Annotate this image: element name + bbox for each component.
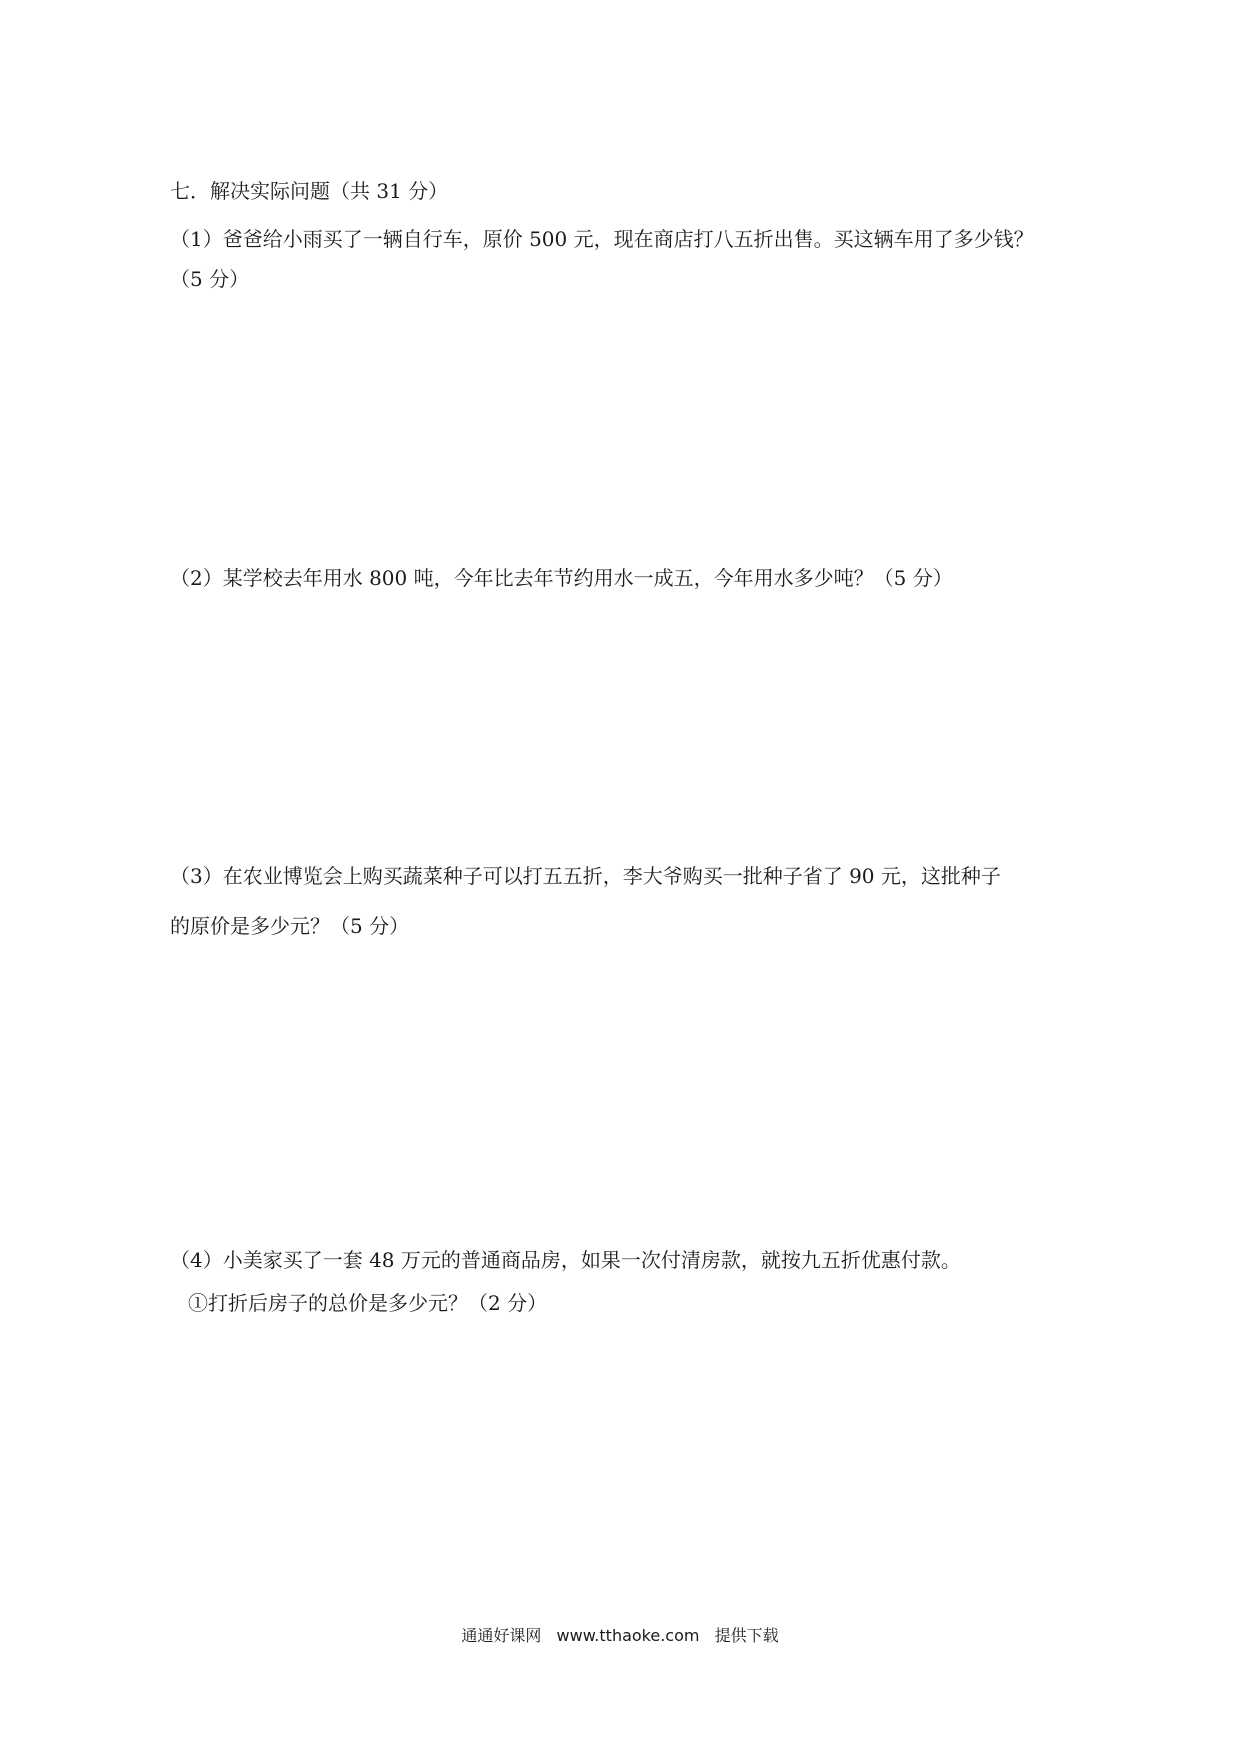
question-3-text-continued: 的原价是多少元？（5 分） <box>170 914 410 938</box>
question-1-points: （5 分） <box>170 267 250 291</box>
page-footer <box>0 1625 1240 1647</box>
footer-site-name: 通通好课网 <box>461 1626 542 1645</box>
question-4-text: （4）小美家买了一套 48 万元的普通商品房，如果一次付清房款，就按九五折优惠付款。 <box>170 1248 961 1272</box>
question-4-subquestion-1: ①打折后房子的总价是多少元？（2 分） <box>188 1291 548 1315</box>
question-2-text: （2）某学校去年用水 800 吨，今年比去年节约用水一成五，今年用水多少吨？（5 分） <box>170 566 953 590</box>
footer-url: www.tthaoke.com <box>556 1626 700 1645</box>
question-3-text: （3）在农业博览会上购买蔬菜种子可以打五五折，李大爷购买一批种子省了 90 元，这批种子 <box>170 864 1001 888</box>
question-1-text: （1）爸爸给小雨买了一辆自行车，原价 500 元，现在商店打八五折出售。买这辆车用了多少钱？ <box>170 227 1034 251</box>
section-title: 七．解决实际问题（共 31 分） <box>170 179 449 203</box>
footer-suffix: 提供下载 <box>714 1626 779 1645</box>
